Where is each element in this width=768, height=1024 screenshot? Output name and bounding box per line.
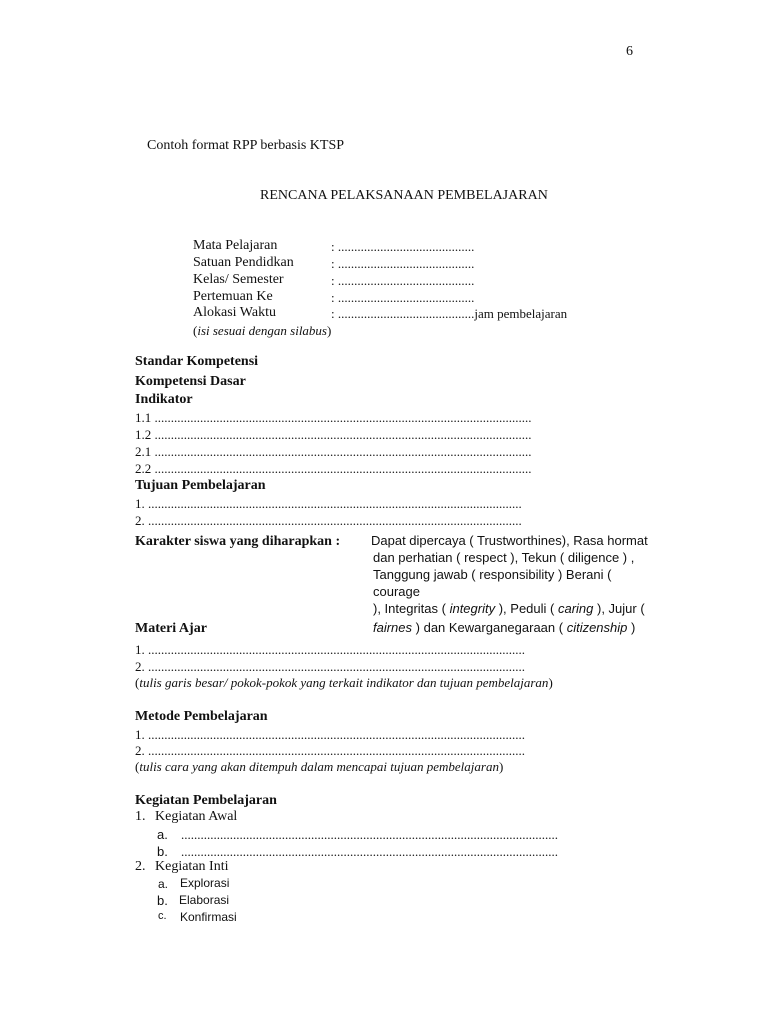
page-number: 6 [626, 44, 633, 59]
heading-tujuan: Tujuan Pembelajaran [135, 478, 266, 493]
karakter-text: courage [373, 584, 420, 599]
identity-label: Pertemuan Ke [193, 289, 273, 304]
identity-label: Kelas/ Semester [193, 272, 284, 287]
karakter-text: Dapat dipercaya ( Trustworthines), Rasa hormat [371, 533, 648, 548]
kegiatan-awal-item: .................................................................................................................... [181, 827, 558, 842]
kegiatan-awal-number: 1. [135, 809, 146, 824]
heading-kegiatan: Kegiatan Pembelajaran [135, 793, 277, 808]
identity-value: : .......................................... [331, 239, 475, 254]
heading-indikator: Indikator [135, 392, 193, 407]
materi-note: (tulis garis besar/ pokok-pokok yang terkait indikator dan tujuan pembelajaran) [135, 675, 553, 690]
kegiatan-inti-item: Elaborasi [179, 893, 230, 907]
identity-value: : .......................................... [331, 273, 475, 288]
identity-value: : .......................................... [331, 256, 475, 271]
materi-item: 1. .................................................................................................................... [135, 642, 525, 657]
list-marker: c. [158, 910, 167, 922]
list-marker: b. [157, 893, 168, 908]
indikator-item: 1.1 .................................................................................................................... [135, 410, 532, 425]
karakter-text: Tanggung jawab ( responsibility ) Berani ( [373, 567, 612, 582]
metode-item: 1. .................................................................................................................... [135, 727, 525, 742]
indikator-item: 2.1 .................................................................................................................... [135, 444, 532, 459]
metode-item: 2. .................................................................................................................... [135, 743, 525, 758]
heading-karakter: Karakter siswa yang diharapkan : [135, 534, 341, 549]
identity-label: Alokasi Waktu [193, 305, 276, 320]
metode-note: (tulis cara yang akan ditempuh dalam mencapai tujuan pembelajaran) [135, 759, 504, 774]
identity-label: Satuan Pendidkan [193, 255, 294, 270]
list-marker: a. [158, 877, 169, 891]
heading-kompetensi-dasar: Kompetensi Dasar [135, 374, 246, 389]
identity-value: : ..........................................jam pembelajaran [331, 306, 568, 321]
karakter-text: fairnes ) dan Kewarganegaraan ( citizenship ) [373, 620, 636, 635]
karakter-text: dan perhatian ( respect ), Tekun ( diligence ) , [373, 550, 635, 565]
heading-metode: Metode Pembelajaran [135, 709, 268, 724]
tujuan-item: 1. ................................................................................................................... [135, 496, 522, 511]
materi-item: 2. .................................................................................................................... [135, 659, 525, 674]
karakter-text: ), Integritas ( integrity ), Peduli ( caring ), Jujur ( [373, 601, 645, 616]
list-marker: b. [157, 844, 168, 859]
kegiatan-awal-item: .................................................................................................................... [181, 844, 558, 859]
identity-value: : .......................................... [331, 290, 475, 305]
indikator-item: 1.2 .................................................................................................................... [135, 427, 532, 442]
kegiatan-inti-label: Kegiatan Inti [155, 859, 229, 874]
list-marker: a. [157, 827, 168, 842]
page-title: RENCANA PELAKSANAAN PEMBELAJARAN [260, 188, 548, 203]
kegiatan-inti-number: 2. [135, 859, 146, 874]
intro-text: Contoh format RPP berbasis KTSP [147, 138, 345, 153]
identity-note: (isi sesuai dengan silabus) [193, 323, 332, 338]
indikator-item: 2.2 .................................................................................................................... [135, 461, 532, 476]
kegiatan-inti-item: Explorasi [180, 876, 230, 890]
heading-materi: Materi Ajar [135, 621, 207, 636]
kegiatan-awal-label: Kegiatan Awal [155, 809, 238, 824]
kegiatan-inti-item: Konfirmasi [180, 910, 237, 924]
tujuan-item: 2. ................................................................................................................... [135, 513, 522, 528]
heading-standar-kompetensi: Standar Kompetensi [135, 354, 259, 369]
identity-label: Mata Pelajaran [193, 238, 278, 253]
